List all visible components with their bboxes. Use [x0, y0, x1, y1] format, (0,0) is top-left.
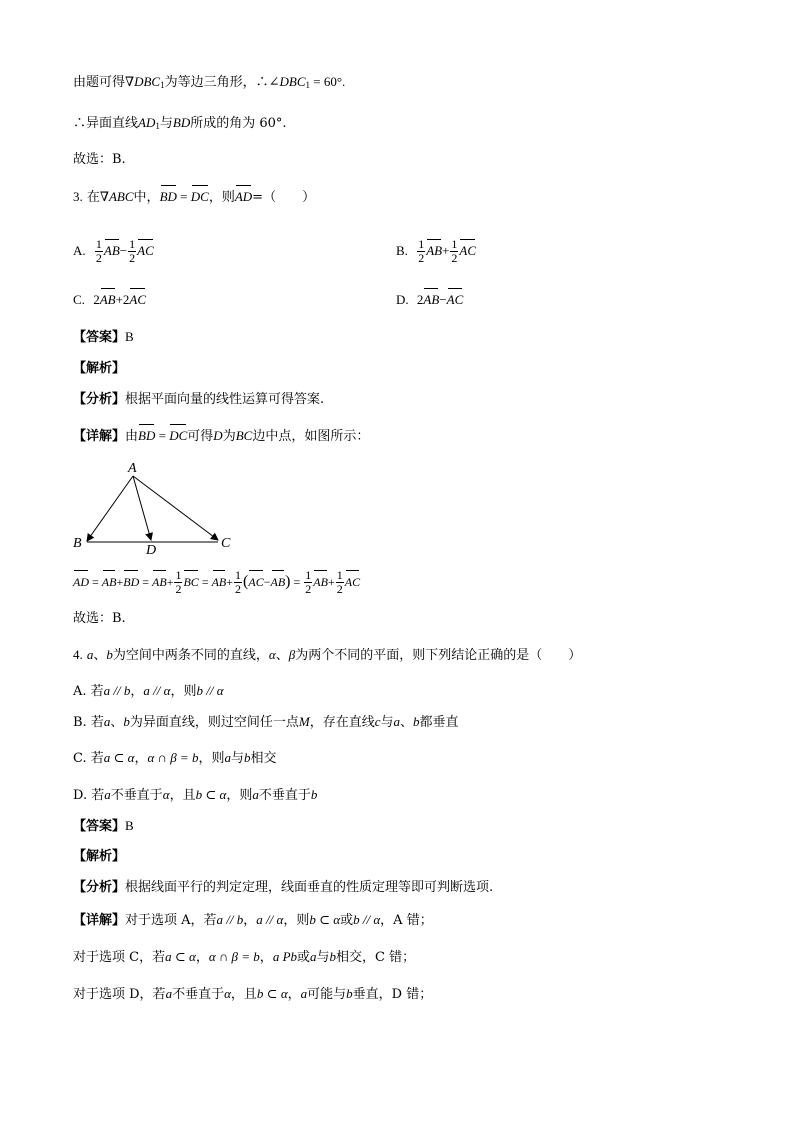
vector-ab: AB — [423, 292, 440, 307]
plus: + — [442, 243, 450, 258]
label-d: D — [146, 543, 157, 558]
vector-ac: AC — [248, 575, 264, 589]
text: 所成的角为 60°. — [190, 116, 287, 131]
fraction: $\frac{1}{2}$ — [175, 568, 182, 596]
math: α — [162, 787, 170, 802]
math: b ⊂ α — [309, 912, 341, 927]
text: 相交 — [250, 751, 277, 766]
vector-ac: AC — [137, 243, 154, 258]
math: a // α — [256, 912, 284, 927]
fenxi-line — [73, 879, 493, 897]
minus: − — [119, 243, 128, 258]
text: 与 — [230, 751, 244, 766]
label-a: A — [128, 461, 137, 476]
edge-ac — [133, 476, 218, 540]
plus: + — [116, 575, 124, 589]
text: 都垂直 — [419, 715, 459, 730]
equals: = — [176, 189, 191, 204]
answer-line — [73, 817, 134, 836]
fenxi-label: 【分析】 — [73, 392, 126, 407]
text: ， — [259, 950, 273, 965]
text: 对于选项 A，若 — [125, 913, 217, 928]
text: 为 — [222, 429, 236, 444]
vector-ab: AB — [101, 575, 117, 589]
option-d[interactable] — [396, 291, 463, 310]
analysis-label: 【解析】 — [73, 849, 126, 864]
xiangjie-label: 【详解】 — [73, 429, 126, 444]
paren: ( — [243, 573, 249, 590]
fenxi-text: 根据线面平行的判定定理，线面垂直的性质定理等即可判断选项. — [125, 880, 494, 895]
math: b — [123, 714, 130, 729]
text: ， — [287, 987, 301, 1002]
text: ， — [134, 751, 148, 766]
fenxi-text: 根据平面向量的线性运算可得答案. — [125, 392, 325, 407]
subscript: 1 — [155, 121, 160, 131]
option-label: B. — [396, 243, 408, 258]
math: a Pb — [272, 949, 298, 964]
option-4a[interactable] — [73, 682, 224, 701]
text: 与 — [316, 950, 330, 965]
text: ∴异面直线 — [73, 116, 139, 131]
text: ，则 — [283, 913, 310, 928]
text: ，则 — [170, 684, 197, 699]
text: ，存在直线 — [309, 715, 375, 730]
option-4b[interactable] — [73, 713, 459, 732]
text: A. 若 — [73, 684, 104, 699]
coefficient: 2 — [122, 292, 130, 307]
answer-value: B — [125, 818, 134, 833]
vector-bc: BC — [183, 575, 199, 589]
vector-ac: AC — [446, 292, 464, 307]
text: 相交，C 错； — [336, 950, 416, 965]
math: a ⊂ α — [165, 949, 196, 964]
text: ，则 — [198, 751, 225, 766]
plus: + — [166, 575, 174, 589]
math: a — [310, 949, 317, 964]
text: ，则 — [226, 788, 253, 803]
text: B. 若 — [73, 715, 104, 730]
text: = 60°. — [310, 74, 346, 89]
text: 不垂直于 — [172, 987, 225, 1002]
text: 、 — [93, 648, 107, 663]
text: 不垂直于 — [258, 788, 311, 803]
math: b — [346, 986, 353, 1001]
vector-ad: AD — [73, 575, 89, 589]
fraction: $\frac{1}{2}$ — [336, 568, 343, 596]
equals: = — [139, 575, 153, 589]
math: a // b — [216, 912, 244, 927]
text-line — [73, 73, 345, 94]
vector-bd: BD — [138, 428, 156, 443]
vector-ab: AB — [103, 243, 120, 258]
fraction: $\frac{1}{2}$ — [305, 568, 312, 596]
plus: + — [226, 575, 234, 589]
vector-ab: AB — [426, 243, 443, 258]
text: 或 — [340, 913, 354, 928]
plus: + — [115, 292, 123, 307]
text: 在 — [86, 190, 100, 205]
vector-dc: DC — [169, 428, 188, 443]
fenxi-label: 【分析】 — [73, 880, 126, 895]
xiangjie-line-1 — [73, 911, 433, 930]
math: α ∩ β = b — [208, 949, 260, 964]
minus: − — [439, 292, 447, 307]
option-c[interactable] — [73, 291, 146, 310]
question-number: 3. — [73, 189, 83, 204]
answer-value: B — [125, 329, 134, 344]
vector-bd: BD — [159, 189, 177, 204]
formula-line — [73, 569, 360, 596]
vector-ab: AB — [313, 575, 328, 589]
math: b // α — [353, 912, 381, 927]
subscript: 1 — [305, 80, 311, 90]
math: b — [243, 750, 251, 765]
text: 对于选项 D，若 — [73, 987, 166, 1002]
plus: + — [327, 575, 335, 589]
xiangjie-label: 【详解】 — [73, 913, 126, 928]
vector-bd: BD — [123, 575, 140, 589]
xiangjie-line-2 — [73, 948, 415, 967]
text-line — [73, 114, 287, 135]
math: a — [300, 986, 308, 1001]
question-4-stem — [73, 646, 581, 665]
edge-ad — [133, 476, 151, 540]
minus: − — [263, 575, 271, 589]
math: a ⊂ α — [103, 750, 135, 765]
option-label: D. — [396, 292, 409, 307]
text: ，则 — [208, 190, 235, 205]
equals: = — [198, 575, 212, 589]
edge-ab — [87, 476, 133, 541]
vector-dc: DC — [190, 189, 209, 204]
paren: ) — [285, 573, 291, 590]
math-var: BC — [235, 428, 253, 443]
text: 由题可得 — [73, 75, 126, 90]
text: 、 — [110, 715, 124, 730]
answer-line — [73, 328, 134, 347]
option-4c[interactable] — [73, 749, 277, 768]
select-line: 故选：B. — [73, 611, 126, 626]
text: 中， — [133, 190, 160, 205]
math: a — [224, 750, 231, 765]
fraction: $\frac{1}{2}$ — [235, 568, 242, 596]
subscript: 1 — [160, 80, 165, 90]
math: c — [374, 714, 381, 729]
math: α — [224, 986, 231, 1001]
text: D. 若 — [73, 788, 105, 803]
analysis-label: 【解析】 — [73, 361, 126, 376]
angle-symbol: ∠DBC — [268, 74, 306, 89]
vector-ab: AB — [99, 292, 116, 307]
triangle-symbol: ∇DBC — [125, 74, 161, 89]
math: b — [413, 714, 420, 729]
option-a[interactable] — [73, 238, 154, 265]
option-label: A. — [73, 243, 86, 258]
text: 不垂直于 — [110, 788, 163, 803]
equals: = — [89, 575, 102, 589]
text: 由 — [125, 429, 139, 444]
triangle-symbol: ∇ABC — [99, 189, 134, 204]
label-b: B — [73, 536, 82, 551]
text-line: 故选：B. — [73, 152, 126, 167]
text: ，且 — [230, 987, 257, 1002]
label-c: C — [221, 536, 231, 551]
option-4d[interactable] — [73, 786, 317, 805]
text: 对于选项 C，若 — [73, 950, 166, 965]
math: a — [165, 986, 173, 1001]
vector-ac: AC — [459, 243, 477, 258]
math: b ⊂ α — [195, 787, 227, 802]
fraction: $\frac{1}{2}$ — [129, 237, 136, 265]
equals: = — [155, 428, 170, 443]
text: 为空间中两条不同的直线， — [112, 648, 269, 663]
equals: = — [290, 575, 304, 589]
math: α ∩ β = b — [147, 750, 199, 765]
math: b — [329, 949, 337, 964]
math: b ⊂ α — [256, 986, 288, 1001]
math: a — [104, 787, 111, 802]
math: a // b — [103, 683, 131, 698]
xiangjie-line — [73, 427, 369, 446]
math-var: AD — [138, 115, 156, 130]
vector-ad: AD — [234, 189, 253, 204]
text: 、 — [400, 715, 414, 730]
coefficient: 2 — [93, 292, 100, 307]
text: 为两个不同的平面，则下列结论正确的是（ ） — [295, 648, 582, 663]
text: 边中点，如图所示： — [252, 429, 370, 444]
xiangjie-line-3 — [73, 985, 432, 1004]
fraction: $\frac{1}{2}$ — [95, 237, 102, 265]
vector-ab: AB — [152, 575, 167, 589]
math: a — [252, 787, 259, 802]
vector-ac: AC — [129, 292, 147, 307]
question-3-stem — [73, 188, 315, 207]
math: b — [310, 787, 318, 802]
text: 可得 — [187, 429, 214, 444]
text: ，A 错； — [380, 913, 433, 928]
vector-ab: AB — [211, 575, 227, 589]
answer-label: 【答案】 — [73, 330, 126, 345]
text: 或 — [297, 950, 311, 965]
text: ， — [195, 950, 209, 965]
vector-ac: AC — [344, 575, 361, 589]
math-var: β — [288, 647, 296, 662]
math: a // α — [143, 683, 171, 698]
text: ，且 — [169, 788, 196, 803]
text: ， — [130, 684, 144, 699]
text: =（ ） — [252, 190, 316, 205]
math-var: a — [86, 647, 94, 662]
answer-label: 【答案】 — [73, 819, 126, 834]
fenxi-line — [73, 391, 324, 409]
math: a — [103, 714, 111, 729]
text: C. 若 — [73, 751, 104, 766]
fraction: $\frac{1}{2}$ — [451, 237, 458, 265]
text: 为异面直线，则过空间任一点 — [129, 715, 299, 730]
fraction: $\frac{1}{2}$ — [418, 237, 425, 265]
math-var: b — [106, 647, 113, 662]
option-b[interactable] — [396, 238, 476, 265]
text: 、 — [275, 648, 289, 663]
vector-ab: AB — [270, 575, 286, 589]
math: a — [393, 714, 401, 729]
text: 与 — [159, 116, 173, 131]
math-var: BD — [172, 115, 191, 130]
text: 可能与 — [307, 987, 347, 1002]
question-number: 4. — [73, 647, 83, 662]
text: ， — [243, 913, 257, 928]
math-var: α — [268, 647, 276, 662]
math-var: D — [213, 428, 223, 443]
math: b // α — [196, 683, 224, 698]
text: 为等边三角形，∴ — [164, 75, 269, 90]
coefficient: 2 — [416, 292, 424, 307]
triangle-figure — [70, 458, 240, 558]
text: 与 — [380, 715, 394, 730]
option-label: C. — [73, 292, 85, 307]
math: M — [298, 714, 310, 729]
text: 垂直，D 错； — [352, 987, 433, 1002]
